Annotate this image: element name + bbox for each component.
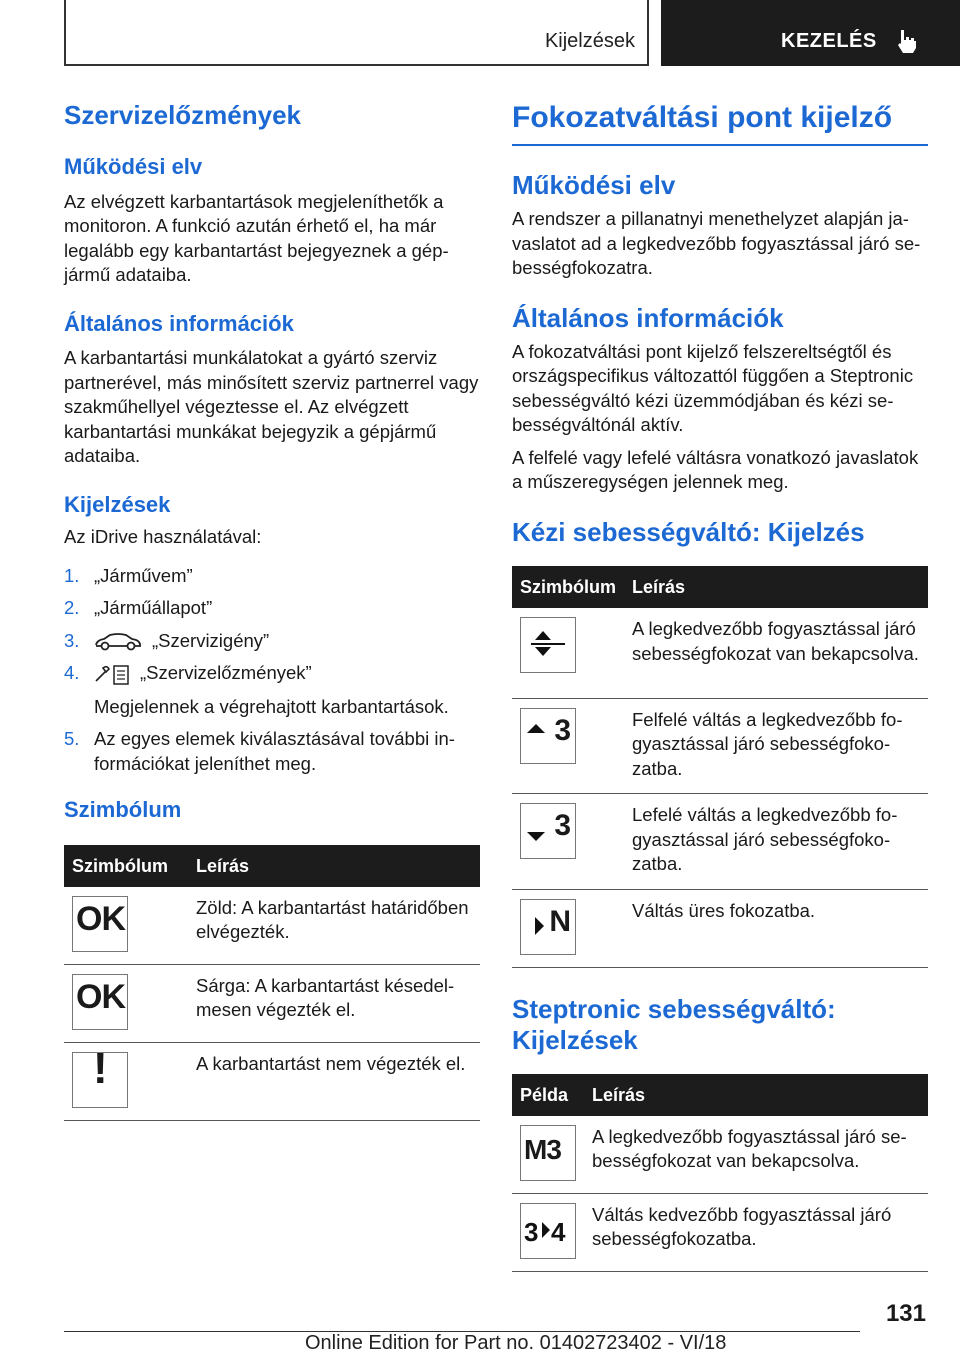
left-column — [64, 100, 480, 1121]
table-header-example: Példa — [512, 1074, 584, 1116]
header-section-title: Kijelzések — [544, 30, 635, 52]
table-row — [512, 794, 928, 890]
table-cell-description: A karbantartást nem végezték el. — [188, 1042, 480, 1120]
optimal-gear-icon — [520, 617, 576, 673]
general-info-text: A karbantartási munkálatokat a gyártó szerviz partnerével, más minősített szerviz partnerrel vagy szakműhellyel végeztesse el. Az elvégzett karbantartási munkákat bejegyzik a gépjármű adataiba. — [64, 347, 479, 467]
principle-text: Az elvégzett karbantartások megjeleníthetők a monitoron. A funkció azután érhető el, ha már legalább egy karbantartást bejegyeznek a gépjármű adataiba. — [64, 190, 449, 286]
table-cell-description: Váltás kedvezőbb fogyasztással járó sebességfokozatba. — [584, 1193, 928, 1271]
header-chapter-title: KEZELÉS — [781, 30, 877, 52]
table-row — [64, 964, 480, 1042]
table-cell-description: Lefelé váltás a legkedvezőbb fogyasztással járó sebességfokozatba. — [624, 794, 928, 890]
ok-green-icon: OK — [72, 896, 128, 952]
list-item: 3. „Szervizigény” — [64, 629, 270, 651]
table-cell-description: A legkedvezőbb fogyasztással járó sebességfokozat van bekapcsolva. — [624, 608, 928, 698]
downshift-icon: 3 — [520, 803, 576, 859]
table-header-description: Leírás — [584, 1074, 928, 1116]
upshift-icon: 3 — [520, 708, 576, 764]
right-column — [512, 100, 928, 1272]
manual-gearbox-heading: Kézi sebességváltó: Kijelzés — [512, 516, 865, 547]
displays-intro: Az iDrive használatával: — [64, 526, 262, 548]
table-row — [512, 1193, 928, 1271]
gear-m3-icon: M3 — [520, 1125, 576, 1181]
list-item: 5. Az egyes elemek kiválasztásával további információkat jeleníthet meg. — [64, 728, 455, 774]
list-item: 4. „Szervizelőzmények” Megjelennek a végrehajtott karbantartások. — [64, 662, 449, 717]
shift-point-title: Fokozatváltási pont kijelző — [512, 100, 928, 146]
table-cell-description: Sárga: A karbantartást késedelmesen végezték el. — [188, 964, 480, 1042]
table-cell-description: Zöld: A karbantartást határidőben elvégezték. — [188, 887, 480, 965]
table-row — [64, 1042, 480, 1120]
service-history-title: Szervizelőzmények — [64, 100, 302, 130]
table-row — [64, 887, 480, 965]
exclamation-icon: ! — [72, 1052, 128, 1108]
service-history-icon — [94, 663, 130, 687]
manual-gearbox-table — [512, 566, 928, 968]
footer-edition: Online Edition for Part no. 01402723402 - VI/18 — [305, 1332, 727, 1354]
car-service-icon — [94, 632, 142, 652]
right-general-text-2: A felfelé vagy lefelé váltásra vonatkozó javaslatok a műszeregységen jelennek meg. — [512, 446, 919, 493]
list-item: 2. „Járműállapot” — [64, 597, 213, 619]
right-general-text-1: A fokozatváltási pont kijelző felszereltségtől és országspecifikus változattól függően a Steptronic sebességváltó kézi üzemmódjában és kézi sebességváltónál aktív. — [512, 340, 914, 436]
list-item: 1. „Járművem” — [64, 564, 193, 586]
ok-yellow-icon: OK — [72, 974, 128, 1030]
table-row — [512, 608, 928, 698]
table-header-symbol: Szimbólum — [64, 845, 188, 887]
right-general-heading: Általános információk — [512, 302, 784, 333]
steptronic-heading: Steptronic sebességváltó: Kijelzések — [512, 993, 836, 1055]
service-symbol-table — [64, 845, 480, 1121]
displays-heading: Kijelzések — [64, 491, 171, 517]
neutral-icon: N — [520, 899, 576, 955]
svg-text:3: 3 — [524, 1216, 539, 1247]
table-cell-description: Váltás üres fokozatba. — [624, 889, 928, 967]
table-header-description: Leírás — [624, 566, 928, 608]
table-header-description: Leírás — [188, 845, 480, 887]
table-cell-description: A legkedvezőbb fogyasztással járó sebességfokozat van bekapcsolva. — [584, 1116, 928, 1194]
svg-text:4: 4 — [551, 1216, 566, 1247]
symbol-heading: Szimbólum — [64, 797, 182, 823]
pointing-hand-icon — [893, 28, 919, 54]
table-row — [512, 889, 928, 967]
general-info-heading: Általános információk — [64, 310, 294, 336]
steps-list — [64, 564, 480, 776]
header-section-box — [64, 0, 649, 66]
page-number: 131 — [885, 1300, 926, 1327]
table-header-symbol: Szimbólum — [512, 566, 624, 608]
table-row — [512, 698, 928, 794]
steptronic-table — [512, 1074, 928, 1272]
table-cell-description: Felfelé váltás a legkedvezőbb fogyasztással járó sebességfokozatba. — [624, 698, 928, 794]
table-row — [512, 1116, 928, 1194]
shift-3-to-4-icon — [520, 1203, 576, 1259]
principle-heading: Működési elv — [64, 154, 203, 180]
right-principle-heading: Működési elv — [512, 170, 676, 200]
right-principle-text: A rendszer a pillanatnyi menethelyzet alapján javaslatot ad a legkedvezőbb fogyasztással járó sebességfokozatra. — [512, 208, 921, 279]
